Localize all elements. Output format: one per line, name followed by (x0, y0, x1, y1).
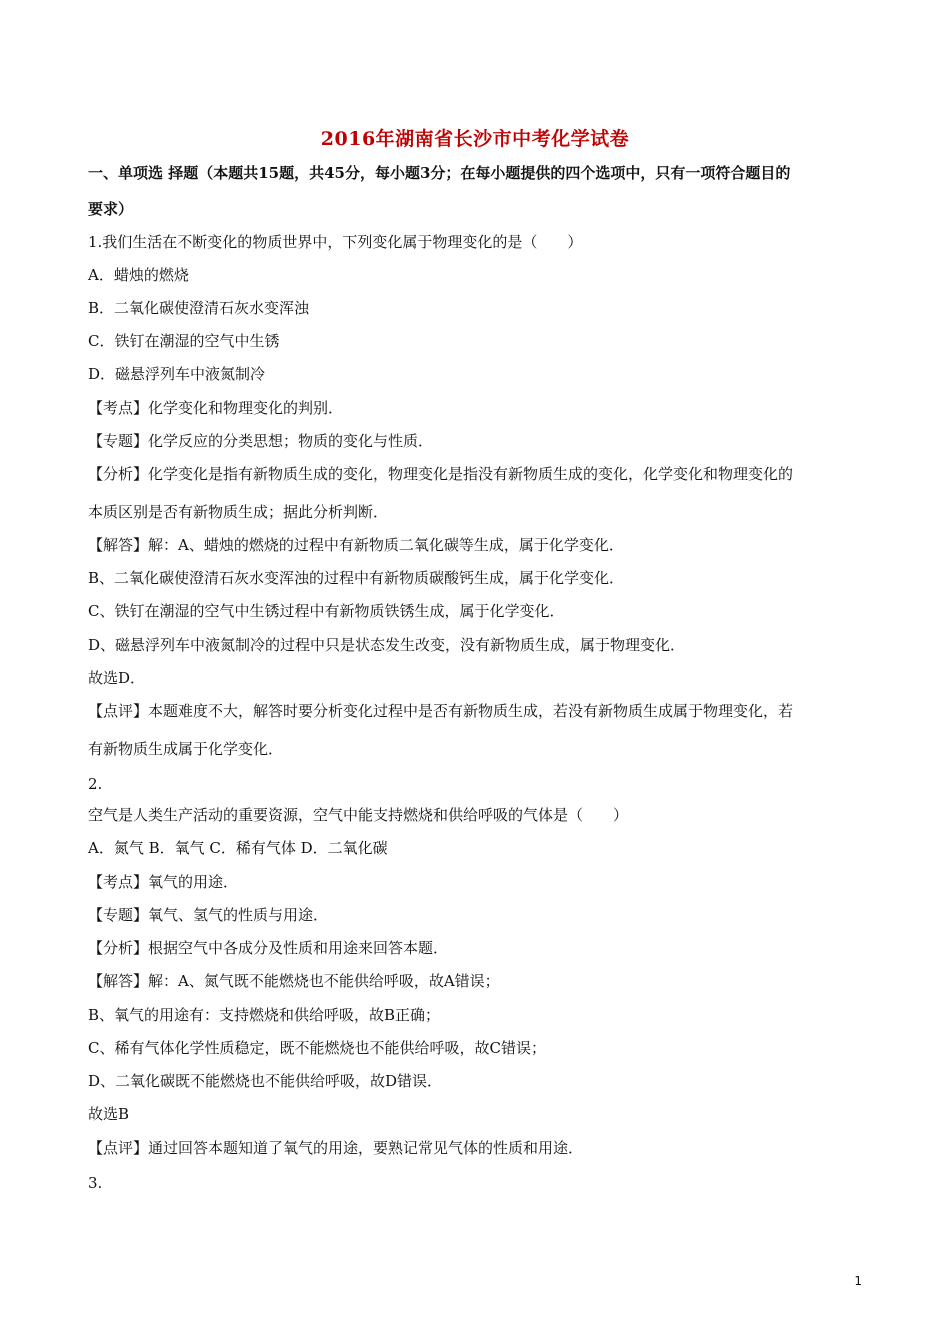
q1-jieda-b: B、二氧化碳使澄清石灰水变浑浊的过程中有新物质碳酸钙生成，属于化学变化． (88, 569, 625, 587)
q2-kaodian: 【考点】氧气的用途． (88, 873, 239, 891)
page-title: 2016年湖南省长沙市中考化学试卷 (320, 128, 630, 150)
q2-jieda-c: C、稀有气体化学性质稳定，既不能燃烧也不能供给呼吸，故C错误； (88, 1039, 546, 1057)
q1-fenxi-continued: 本质区别是否有新物质生成；据此分析判断． (88, 503, 389, 521)
q1-jieda-c: C、铁钉在潮湿的空气中生锈过程中有新物质铁锈生成，属于化学变化． (88, 602, 565, 620)
q2-zhuanti: 【专题】氧气、氢气的性质与用途． (88, 906, 329, 924)
q1-option-c: C．铁钉在潮湿的空气中生锈 (88, 332, 280, 350)
q1-dianping-continued: 有新物质生成属于化学变化． (88, 740, 284, 758)
q1-stem: 1.我们生活在不断变化的物质世界中，下列变化属于物理变化的是（ ） (88, 233, 583, 251)
q1-option-d: D．磁悬浮列车中液氮制冷 (88, 365, 266, 383)
q1-zhuanti: 【专题】化学反应的分类思想；物质的变化与性质． (88, 432, 434, 450)
q1-jieda-a: 【解答】解：A、蜡烛的燃烧的过程中有新物质二氧化碳等生成，属于化学变化． (88, 536, 624, 554)
q2-number: 2. (88, 775, 103, 793)
q1-kaodian: 【考点】化学变化和物理变化的判别． (88, 399, 344, 417)
section-heading-continued: 要求） (88, 200, 134, 218)
q2-jieda-d: D、二氧化碳既不能燃烧也不能供给呼吸，故D错误． (88, 1072, 443, 1090)
q1-jieda-d: D、磁悬浮列车中液氮制冷的过程中只是状态发生改变，没有新物质生成，属于物理变化． (88, 636, 686, 654)
q1-dianping: 【点评】本题难度不大，解答时要分析变化过程中是否有新物质生成，若没有新物质生成属于物理变化，若 (88, 702, 794, 720)
q2-dianping: 【点评】通过回答本题知道了氧气的用途，要熟记常见气体的性质和用途． (88, 1139, 584, 1157)
q2-options: A．氮气 B．氧气 C．稀有气体 D．二氧化碳 (88, 839, 388, 857)
q2-jieda-a: 【解答】解：A、氮气既不能燃烧也不能供给呼吸，故A错误； (88, 972, 500, 990)
q1-answer: 故选D． (88, 669, 146, 687)
section-heading: 一、单项选 择题（本题共15题，共45分，每小题3分；在每小题提供的四个选项中，只有一项符合题目的 (88, 164, 791, 182)
q2-fenxi: 【分析】根据空气中各成分及性质和用途来回答本题． (88, 939, 449, 957)
q1-fenxi: 【分析】化学变化是指有新物质生成的变化，物理变化是指没有新物质生成的变化，化学变化和物理变化的 (88, 465, 794, 483)
q3-number: 3. (88, 1174, 103, 1192)
q2-answer: 故选B (88, 1105, 130, 1123)
q1-option-a: A．蜡烛的燃烧 (88, 266, 189, 284)
page-number: 1 (854, 1274, 862, 1288)
q2-stem: 空气是人类生产活动的重要资源，空气中能支持燃烧和供给呼吸的气体是（ ） (88, 806, 629, 824)
q1-option-b: B．二氧化碳使澄清石灰水变浑浊 (88, 299, 310, 317)
q2-jieda-b: B、氧气的用途有：支持燃烧和供给呼吸，故B正确； (88, 1006, 441, 1024)
